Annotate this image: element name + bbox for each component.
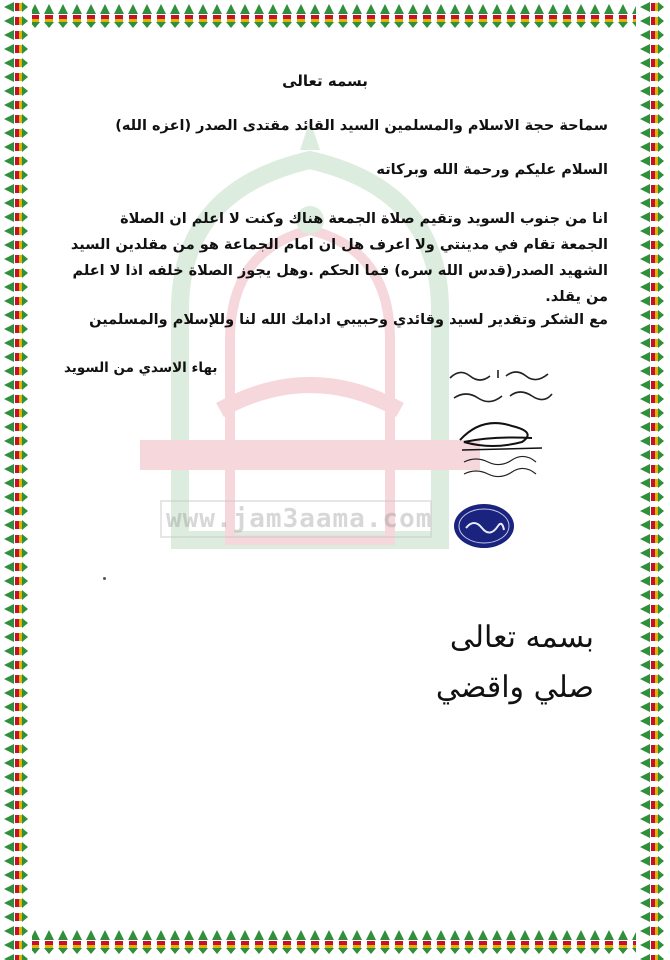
letter-sender: بهاء الاسدي من السويد — [64, 360, 218, 376]
letter-greeting: السلام عليكم ورحمة الله وبركاته — [376, 162, 608, 178]
decorative-border-left — [0, 0, 32, 960]
decorative-border-right — [636, 0, 670, 960]
decorative-border-bottom — [0, 926, 670, 960]
decorative-border-top — [0, 0, 670, 32]
signature — [452, 412, 552, 482]
office-seal-stamp — [452, 502, 516, 550]
handwritten-note — [440, 356, 560, 406]
reply-heading: بسمه تعالى — [449, 620, 594, 655]
letter-heading: بسمه تعالى — [282, 72, 368, 90]
letter-body: انا من جنوب السويد وتقيم صلاة الجمعة هناك وكنت لا اعلم ان الصلاة الجمعة تقام في مدينتي ولا اعرف هل ان امام الجماعة هو من مقلدين السيد الشهيد الصدر(قدس الله سره) فما الحكم .وهل يجوز الصلاة خلفه اذا لا اعلم من يقلد. — [70, 211, 608, 305]
letter-closing: مع الشكر وتقدير لسيد وقائدي وحبيبي ادامك الله لنا وللإسلام والمسلمين — [89, 312, 608, 328]
watermark-url: www.jam3aama.com — [160, 500, 432, 538]
letter-addressee: سماحة حجة الاسلام والمسلمين السيد القائد مقتدى الصدر (اعزه الله) — [115, 118, 608, 134]
reply-answer: صلي واقضي — [435, 670, 594, 705]
ink-dot — [103, 577, 106, 580]
